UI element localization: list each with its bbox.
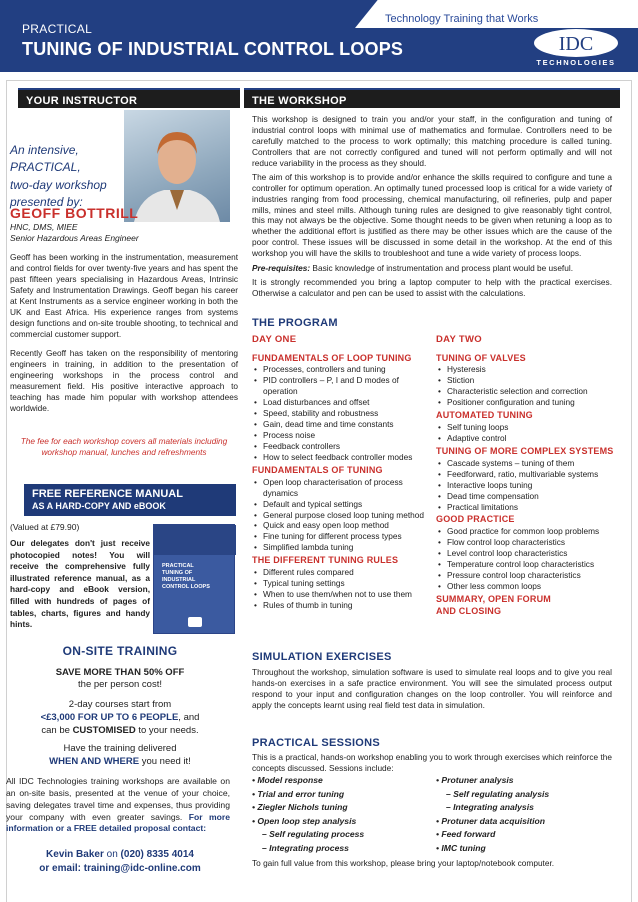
session-subitem: – Self regulating process <box>262 829 365 840</box>
program-list <box>436 526 616 592</box>
list-item: • Dead time compensation <box>436 491 616 502</box>
summary-title <box>436 594 616 617</box>
list-item: • How to select feedback controller modes <box>252 452 427 463</box>
program-list <box>252 364 427 462</box>
onsite-contact <box>8 848 232 876</box>
program-section-title: AUTOMATED TUNING <box>436 410 533 421</box>
day-two-heading: DAY TWO <box>436 334 482 345</box>
list-item: • Characteristic selection and correction <box>436 386 616 397</box>
practical-heading: PRACTICAL SESSIONS <box>252 737 381 749</box>
list-item: • Level control loop characteristics <box>436 548 616 559</box>
instructor-bio-2: Recently Geoff has taken on the responsibility of mentoring engineers in training, in addition to the presentation of engineering workshops in the process control and measurement field. His positive interactive approach to teaching has made him popular with workshop attendees worldwide. <box>10 348 238 413</box>
contact-email[interactable]: or email: training@idc-online.com <box>39 863 201 874</box>
summary-line: AND CLOSING <box>436 605 502 616</box>
list-item: • Positioner configuration and tuning <box>436 397 616 408</box>
session-item: • Ziegler Nichols tuning <box>252 802 348 813</box>
manual-cover <box>153 524 235 634</box>
delivery-line: WHEN AND WHERE you need it! <box>49 756 191 768</box>
pricing-line: 2-day courses start from <box>68 698 172 710</box>
practical-closing: To gain full value from this workshop, please bring your laptop/notebook computer. <box>252 858 555 868</box>
instructor-credentials <box>10 222 139 245</box>
list-item: • Fine tuning for different process types <box>252 531 427 542</box>
onsite-save: SAVE MORE THAN 50% OFF <box>55 666 185 678</box>
summary-line: SUMMARY, OPEN FORUM <box>436 593 551 604</box>
session-item: • Feed forward <box>436 829 496 840</box>
list-item: • Feedback controllers <box>252 441 427 452</box>
cover-line: CONTROL LOOPS <box>162 583 210 590</box>
session-item: • Protuner analysis <box>436 775 514 785</box>
list-item: • Adaptive control <box>436 433 616 444</box>
session-list-right <box>436 774 616 855</box>
manual-subtitle: AS A HARD-COPY AND eBOOK <box>32 501 166 512</box>
instructor-heading: YOUR INSTRUCTOR <box>18 88 240 108</box>
day-one-heading: DAY ONE <box>252 334 297 345</box>
manual-heading <box>24 484 236 516</box>
list-item: • Process noise <box>252 430 427 441</box>
list-item: • Cascade systems – tuning of them <box>436 458 616 469</box>
tagline: Technology Training that Works <box>385 13 539 25</box>
list-item: • When to use them/when not to use them <box>252 589 427 600</box>
workshop-paragraph: This workshop is designed to train you and/or your staff, in the configuration and tuning of industrial control loops with minimal use of mathematics and formulae. Controllers need to be carefully matched to the process to work optimally; this matching procedure is called tuning. Controllers that are not correctly configured and tuned will not perform optimally and will not reduce variability in the process as they should. <box>252 114 612 168</box>
program-section-title: GOOD PRACTICE <box>436 514 515 525</box>
header-practical: PRACTICAL <box>22 22 93 36</box>
program-list <box>436 422 616 444</box>
session-item: • IMC tuning <box>436 842 486 853</box>
onsite-per-person: the per person cost! <box>78 679 162 691</box>
session-subitem: – Integrating analysis <box>446 802 534 813</box>
instructor-bio-1: Geoff has been working in the instrumentation, measurement and control fields for over twenty-five years and has spent the past fifteen years specialising in Hazardous Areas, Intrinsic Safety and Instrumentation Drawings. Geoff began his career at Kent Instruments as a service engineer working in both the UK and East Africa. His experience ranges from systems design functions and on-site trouble shooting, to technical and commercial customer support. <box>10 252 238 339</box>
list-item: • Interactive loops tuning <box>436 480 616 491</box>
manual-title: FREE REFERENCE MANUAL <box>32 488 183 500</box>
list-item: • Default and typical settings <box>252 499 427 510</box>
intensive-line: presented by: <box>10 195 83 210</box>
list-item: • Load disturbances and offset <box>252 397 427 408</box>
pricing-line: <£3,000 FOR UP TO 6 PEOPLE, and <box>40 711 200 723</box>
list-item: • Quick and easy open loop method <box>252 520 427 531</box>
cover-band <box>154 525 236 555</box>
intensive-text <box>10 142 120 212</box>
day-two-column <box>436 334 616 617</box>
workshop-text <box>252 114 612 302</box>
list-item: • Open loop characterisation of process dynamics <box>252 477 427 499</box>
simulation-text: Throughout the workshop, simulation software is used to simulate real loops and to give you real hands-on exercises in a safe practice environment. You will see the simulated process output respond to your input and configuration changes on the loop controller. You will reinforce and apply the concepts learnt using real field test data in simulation. <box>252 667 612 710</box>
cover-line: INDUSTRIAL <box>162 576 196 583</box>
session-item: • Protuner data acquisition <box>436 815 546 826</box>
list-item: • Other less common loops <box>436 581 616 592</box>
intensive-line: PRACTICAL, <box>10 160 81 175</box>
manual-description: Our delegates don't just receive photocopied notes! You will receive the comprehensive fully illustrated reference manual, as a hard-copy and eBook version, filled with hundreds of pages of tables, charts, figures and handy hints. <box>10 538 150 630</box>
program-heading: THE PROGRAM <box>252 317 338 329</box>
session-item: • Open loop step analysis <box>252 815 357 826</box>
list-item: • Temperature control loop characteristics <box>436 559 616 570</box>
list-item: • Flow control loop characteristics <box>436 537 616 548</box>
credential-line: Senior Hazardous Areas Engineer <box>10 233 139 244</box>
onsite-delivery <box>8 743 232 769</box>
list-item: • Good practice for common loop problems <box>436 526 616 537</box>
program-list <box>252 567 427 611</box>
workshop-heading: THE WORKSHOP <box>244 88 620 108</box>
session-item: • Trial and error tuning <box>252 788 345 799</box>
list-item: • Different rules compared <box>252 567 427 578</box>
fee-note: The fee for each workshop covers all materials including workshop manual, lunches and refreshments <box>20 436 228 457</box>
list-item: • Processes, controllers and tuning <box>252 364 427 375</box>
program-list <box>436 458 616 513</box>
intensive-line: two-day workshop <box>10 177 107 192</box>
list-item: • Feedforward, ratio, multivariable systems <box>436 469 616 480</box>
session-item: • Model response <box>252 775 323 785</box>
program-section-title: TUNING OF VALVES <box>436 352 526 363</box>
credential-line: HNC, DMS, MIEE <box>10 222 78 232</box>
practical-intro: This is a practical, hands-on workshop enabling you to work through exercises which reinforce the concepts discussed. Sessions include: <box>252 752 612 773</box>
simulation-heading: SIMULATION EXERCISES <box>252 651 392 663</box>
cover-logo <box>188 617 202 627</box>
onsite-body: All IDC Technologies training workshops are available on an on-site basis, presented at the venue of your choice, saving delegates travel time and expenses, thus providing your company with even greater savings. For more information or a FREE detailed proposal contact: <box>6 776 231 834</box>
page-title: TUNING OF INDUSTRIAL CONTROL LOOPS <box>22 39 404 59</box>
list-item: • Stiction <box>436 375 616 386</box>
cover-line: PRACTICAL <box>162 563 194 569</box>
cover-line: TUNING OF <box>162 569 193 576</box>
svg-text:TECHNOLOGIES: TECHNOLOGIES <box>536 58 616 67</box>
list-item: • Rules of thumb in tuning <box>252 600 427 611</box>
program-section-title: FUNDAMENTALS OF TUNING <box>252 464 383 475</box>
session-subitem: – Self regulating analysis <box>446 788 550 799</box>
onsite-pricing <box>8 699 232 737</box>
onsite-heading: ON-SITE TRAINING <box>62 644 178 658</box>
session-list-left <box>252 774 432 855</box>
list-item: • Typical tuning settings <box>252 578 427 589</box>
contact-line: Kevin Baker on (020) 8335 4014 <box>46 849 194 860</box>
list-item: • Simplified lambda tuning <box>252 542 427 553</box>
svg-text:IDC: IDC <box>558 33 594 55</box>
program-section-title: FUNDAMENTALS OF LOOP TUNING <box>252 352 412 363</box>
list-item: • Practical limitations <box>436 502 616 513</box>
list-item: • General purpose closed loop tuning method <box>252 510 427 521</box>
program-list <box>252 477 427 554</box>
program-list <box>436 364 616 408</box>
workshop-prereq: Pre-requisites: Basic knowledge of instrumentation and process plant would be useful. <box>252 263 574 274</box>
day-one-column <box>252 334 427 611</box>
program-section-title: TUNING OF MORE COMPLEX SYSTEMS <box>436 445 614 456</box>
pricing-line: can be CUSTOMISED to your needs. <box>41 724 199 736</box>
workshop-paragraph: It is strongly recommended you bring a laptop computer to help with the practical exercises. Otherwise a calculator and pen can be used to assist with the calculations. <box>252 277 612 299</box>
onsite-panel <box>8 644 232 775</box>
workshop-paragraph: The aim of this workshop is to provide and/or enhance the skills required to configure and tune a controller for optimum operation. An optimally tuned processed loop is critical for a wide variety of industries ranging from food processing, chemical manufacturing, oil refineries, pulp and paper mills, mines and steel mills. Although tuning rules are designed to give reasonably tight control, this may not always be the objective. Some thought needs to be given when retuning a loop as to whether the additional effort is justified as there may be other issues which are the cause of the poor control. These issues will be discussed in some detail in the workshop. At the end of this workshop you will have the skills to troubleshoot and tune a wide variety of process loops. <box>252 171 612 259</box>
list-item: • Self tuning loops <box>436 422 616 433</box>
cover-title <box>162 563 210 591</box>
session-subitem: – Integrating process <box>262 842 349 853</box>
list-item: • Pressure control loop characteristics <box>436 570 616 581</box>
list-item: • Gain, dead time and time constants <box>252 419 427 430</box>
list-item: • Hysteresis <box>436 364 616 375</box>
intensive-line: An intensive, <box>10 143 79 157</box>
list-item: • Speed, stability and robustness <box>252 408 427 419</box>
idc-logo <box>523 28 629 72</box>
instructor-photo <box>124 110 230 222</box>
instructor-name: GEOFF BOTTRILL <box>10 205 139 221</box>
list-item: • PID controllers – P, I and D modes of operation <box>252 375 427 397</box>
program-section-title: THE DIFFERENT TUNING RULES <box>252 555 399 566</box>
manual-value: (Valued at £79.90) <box>10 522 80 532</box>
delivery-line: Have the training delivered <box>63 743 177 755</box>
